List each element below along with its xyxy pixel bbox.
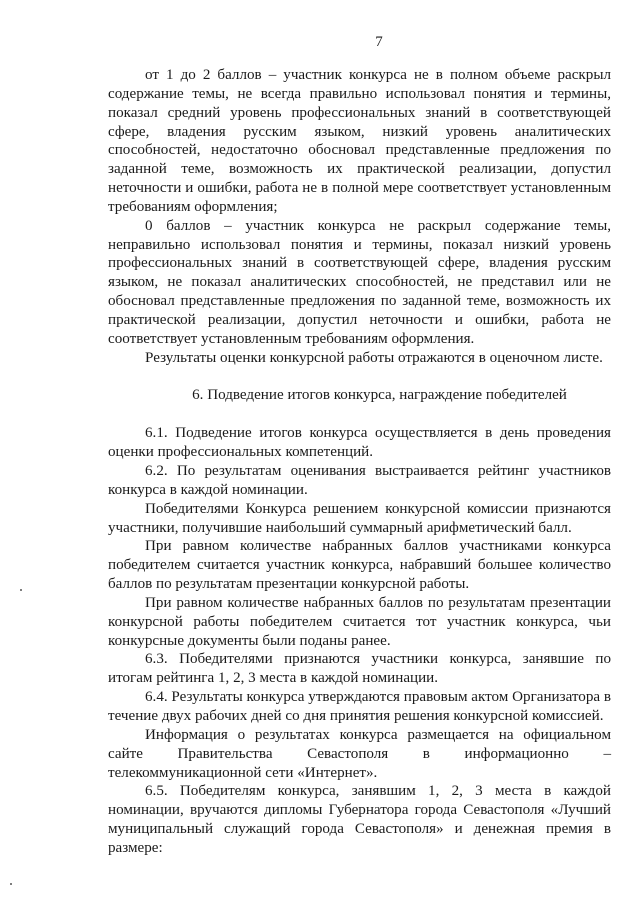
- paragraph-equal-presentation-rule: При равном количестве набранных баллов по результатам презентации конкурсной работы победителем считается тот участник конкурса, чьи конкурсные документы были поданы ранее.: [108, 594, 611, 649]
- document-body: [108, 66, 611, 858]
- paragraph-6-5: 6.5. Победителям конкурса, занявшим 1, 2, 3 места в каждой номинации, вручаются дипломы Губернатора города Севастополя «Лучший муниципальный служащий города Севастополя» и денежная премия в размере:: [108, 783, 611, 856]
- page-number: 7: [375, 34, 383, 50]
- paragraph-score-1-2: от 1 до 2 баллов – участник конкурса не в полном объеме раскрыл содержание темы, не всегда правильно использовал понятия и термины, показал средний уровень профессиональных знаний в соответствующей сфере, владения русским языком, низкий уровень аналитических способностей, недостаточно обосновал представленные предложения по заданной теме, возможность их практической реализации, допустил неточности и ошибки, работа не в полной мере соответствует установленным требованиям оформления;: [108, 67, 611, 215]
- paragraph-equal-score-rule: При равном количестве набранных баллов участниками конкурса победителем считается участник конкурса, набравший большее количество баллов по результатам презентации конкурсной работы.: [108, 538, 611, 593]
- paragraph-results-publication: Информация о результатах конкурса размещается на официальном сайте Правительства Севастополя в информационно – телекоммуникационной сети «Интернет».: [108, 726, 611, 781]
- section-heading: 6. Подведение итогов конкурса, награждение победителей: [192, 386, 567, 403]
- scan-artifact: [20, 589, 22, 591]
- paragraph-6-4: 6.4. Результаты конкурса утверждаются правовым актом Организатора в течение двух рабочих дней со дня принятия решения конкурсной комиссией.: [108, 689, 611, 724]
- paragraph-6-2: 6.2. По результатам оценивания выстраивается рейтинг участников конкурса в каждой номинации.: [108, 463, 611, 498]
- paragraph-6-1: 6.1. Подведение итогов конкурса осуществляется в день проведения оценки профессиональных компетенций.: [108, 425, 611, 461]
- paragraph-6-3: 6.3. Победителями признаются участники конкурса, занявшие по итогам рейтинга 1, 2, 3 места в каждой номинации.: [108, 651, 611, 687]
- paragraph-score-0: 0 баллов – участник конкурса не раскрыл содержание темы, неправильно использовал понятия и термины, показал низкий уровень профессиональных знаний в соответствующей сфере, владения русским языком, не показал аналитических способностей, не представил или не обосновал представленные предложения по заданной теме, возможность их практической реализации, допустил неточности и ошибки, работа не соответствует установленным требованиям оформления.: [108, 217, 611, 347]
- scan-artifact: [10, 883, 12, 885]
- paragraph-winners-decision: Победителями Конкурса решением конкурсной комиссии признаются участники, получившие наибольший суммарный арифметический балл.: [108, 500, 611, 536]
- paragraph-evaluation-results: Результаты оценки конкурсной работы отражаются в оценочном листе.: [145, 349, 603, 366]
